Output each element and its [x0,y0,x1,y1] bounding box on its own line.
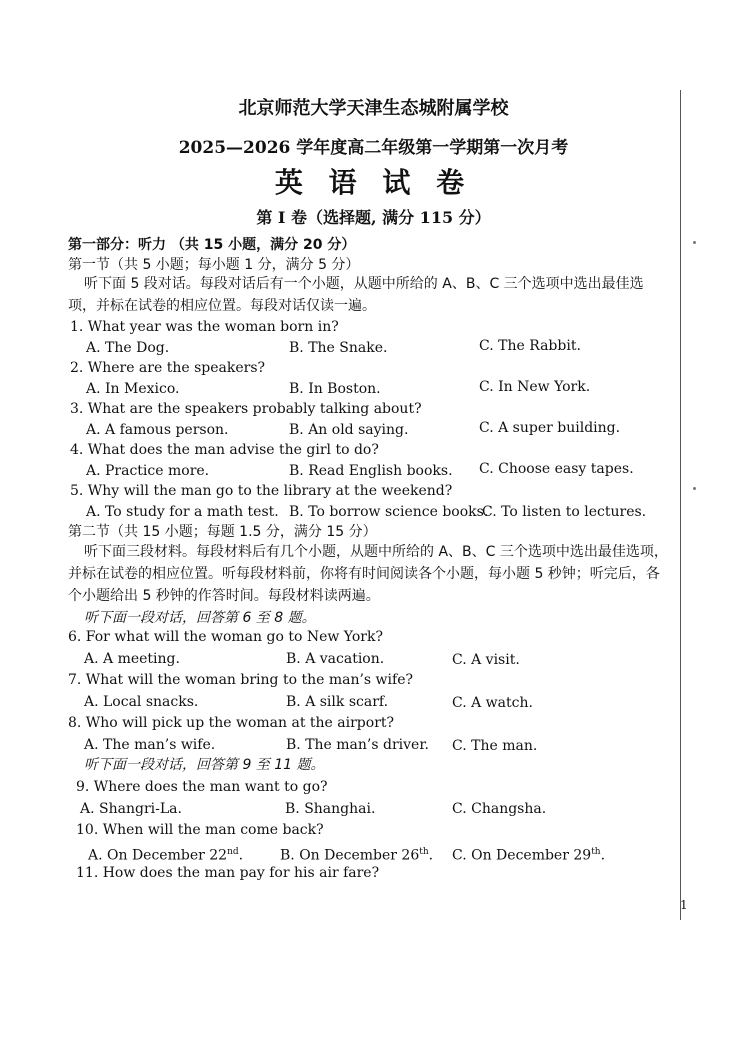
q1-option-a: A. The Dog. [86,340,170,356]
section2-heading: 第二节（共 15 小题；每题 1.5 分，满分 15 分） [68,524,377,540]
q3-option-a: A. A famous person. [86,422,229,438]
q9-option-a: A. Shangri-La. [80,801,182,817]
q9-option-b: B. Shanghai. [285,801,376,817]
q5-option-b: B. To borrow science books. [289,504,489,520]
q10-option-a: A. On December 22nd. [88,847,244,864]
q2-option-a: A. In Mexico. [86,381,180,397]
question-9: 9. Where does the man want to go? [76,779,328,795]
scan-dot [693,241,696,244]
q4-option-c: C. Choose easy tapes. [479,461,634,477]
part1-heading: 第一部分：听力 （共 15 小题，满分 20 分） [68,237,356,253]
exam-term: 2025—2026 学年度高二年级第一学期第一次月考 [178,138,569,158]
q10-option-a-sup: nd [227,847,239,857]
scan-dot [693,487,696,490]
question-1: 1. What year was the woman born in? [70,319,339,335]
q10-option-b-sup: th [419,847,429,857]
q1-option-b: B. The Snake. [289,340,388,356]
question-4: 4. What does the man advise the girl to do? [70,442,379,458]
q5-option-c: C. To listen to lectures. [482,504,647,520]
q4-option-b: B. Read English books. [289,463,453,479]
q1-option-c: C. The Rabbit. [479,338,581,354]
q10-option-b-text: B. On December 26 [280,847,420,864]
page-number: 1 [680,898,688,912]
margin-line [680,90,681,920]
q9-option-c: C. Changsha. [452,801,547,817]
question-6: 6. For what will the woman go to New York? [68,629,383,645]
q3-option-b: B. An old saying. [289,422,409,438]
section1-heading: 第一节（共 5 小题；每小题 1 分，满分 5 分） [68,257,360,273]
q10-option-a-text: A. On December 22 [88,847,228,864]
question-7: 7. What will the woman bring to the man’s wife? [68,672,413,688]
school-name: 北京师范大学天津生态城附属学校 [238,98,509,119]
q10-option-c-text: C. On December 29 [452,847,592,864]
q6-option-a: A. A meeting. [84,651,180,667]
q8-option-b: B. The man’s driver. [286,737,429,753]
question-3: 3. What are the speakers probably talking about? [70,401,422,417]
dialogue-cue-6-8: 听下面一段对话，回答第 6 至 8 题。 [84,610,316,626]
q8-option-a: A. The man’s wife. [84,737,216,753]
q7-option-a: A. Local snacks. [84,694,199,710]
question-2: 2. Where are the speakers? [70,360,266,376]
volume-heading: 第 I 卷（选择题, 满分 115 分） [256,208,491,227]
section2-instructions: 听下面三段材料。每段材料后有几个小题，从题中所给的 A、B、C 三个选项中选出最佳选项，并标在试卷的相应位置。听每段材料前，你将有时间阅读各个小题，每小题 5 秒钟；听完后，各个小题给出 5 秒钟的作答时间。每段材料读两遍。 [68,544,668,604]
q3-option-c: C. A super building. [479,420,621,436]
question-8: 8. Who will pick up the woman at the airport? [68,715,395,731]
q6-option-b: B. A vacation. [286,651,385,667]
question-11: 11. How does the man pay for his air fare? [76,865,380,881]
q7-option-b: B. A silk scarf. [286,694,389,710]
section1-instructions: 听下面 5 段对话。每段对话后有一个小题，从题中所给的 A、B、C 三个选项中选出最佳选项，并标在试卷的相应位置。每段对话仅读一遍。 [68,276,644,314]
q10-option-c-sup: th [591,847,601,857]
q5-option-a: A. To study for a math test. [86,504,279,520]
q8-option-c: C. The man. [452,738,538,754]
q2-option-b: B. In Boston. [289,381,381,397]
q10-option-c: C. On December 29th. [452,847,606,864]
question-10: 10. When will the man come back? [76,822,324,838]
page-title: 英 语 试 卷 [274,166,473,199]
q6-option-c: C. A visit. [452,652,520,668]
question-5: 5. Why will the man go to the library at the weekend? [70,483,453,499]
q2-option-c: C. In New York. [479,379,591,395]
q10-option-b: B. On December 26th. [280,847,434,864]
dialogue-cue-9-11: 听下面一段对话，回答第 9 至 11 题。 [84,757,325,773]
q4-option-a: A. Practice more. [86,463,210,479]
q7-option-c: C. A watch. [452,695,533,711]
